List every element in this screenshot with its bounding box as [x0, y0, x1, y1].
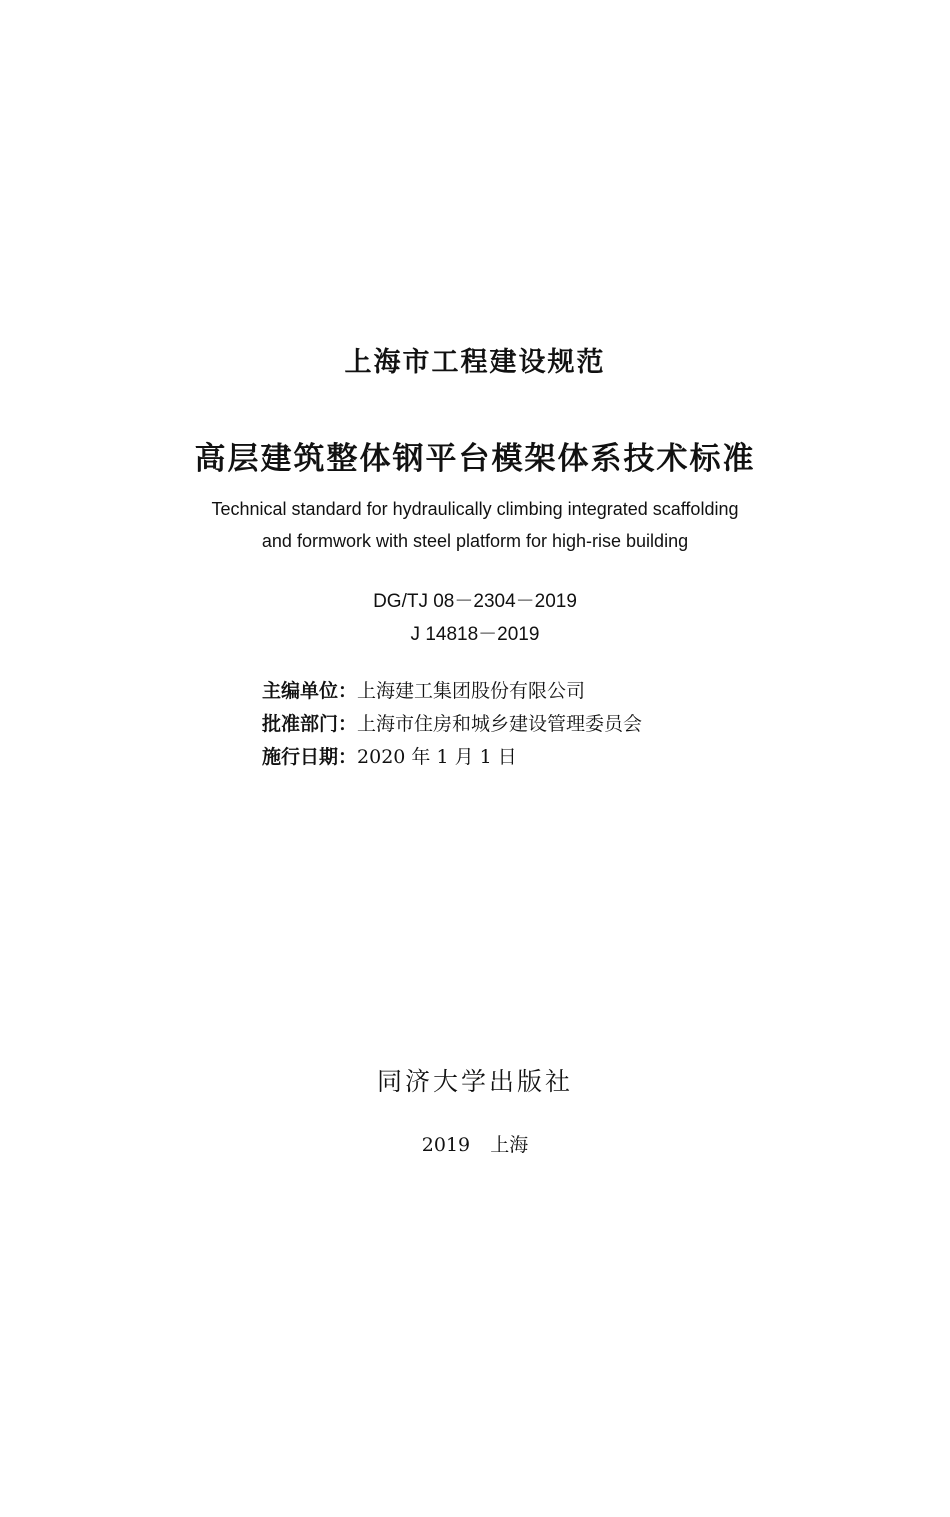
approval-department-value: 上海市住房和城乡建设管理委员会: [357, 713, 643, 735]
publisher-name: 同济大学出版社: [376, 1067, 573, 1096]
standard-code-j: J 14818－2019: [410, 624, 540, 645]
approval-department-label: 批准部门：: [262, 713, 358, 735]
editor-unit-value: 上海建工集团股份有限公司: [357, 680, 586, 702]
title-english-line-1: Technical standard for hydraulically climbing integrated scaffolding: [211, 499, 739, 519]
publication-year-place: 2019 上海: [421, 1134, 529, 1156]
title-english-line-2: and formwork with steel platform for high-rise building: [261, 531, 689, 551]
series-name: 上海市工程建设规范: [344, 347, 606, 378]
effective-date-value: 2020 年 1 月 1 日: [357, 746, 517, 768]
effective-date-label: 施行日期：: [262, 746, 358, 768]
editor-unit-row: [262, 676, 585, 703]
standard-code-dg: DG/TJ 08－2304－2019: [373, 591, 577, 612]
title-chinese: 高层建筑整体钢平台模架体系技术标准: [194, 441, 756, 477]
editor-unit-label: 主编单位：: [262, 680, 358, 702]
effective-date-row: [262, 742, 517, 769]
approval-department-row: [262, 709, 642, 736]
